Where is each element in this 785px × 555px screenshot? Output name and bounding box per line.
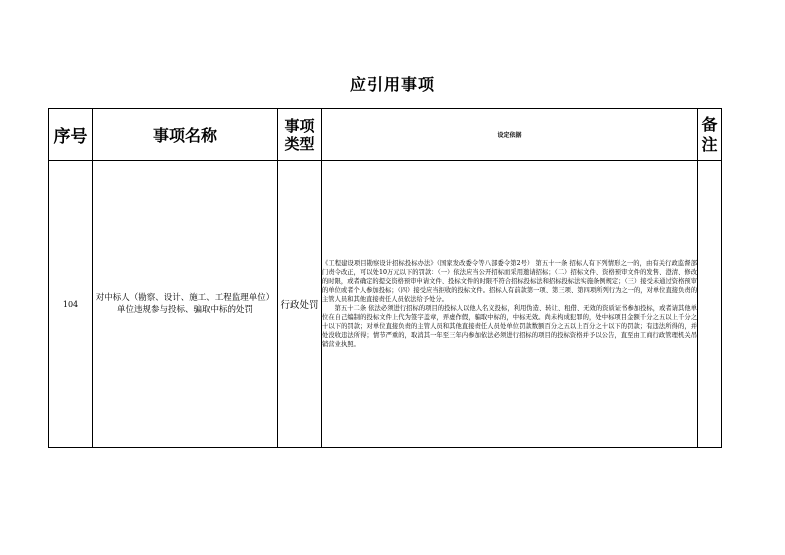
header-item-type: [278, 109, 322, 161]
row-item-name: 对中标人（勘察、设计、施工、工程监理单位）单位违规参与投标、骗取中标的处罚: [93, 161, 278, 448]
header-item-type-line1: 事项: [284, 116, 315, 135]
legal-basis-paragraph-1: 《工程建设项目勘察设计招标投标办法》（国家发改委令等八部委令第2号） 第五十一条 招标人有下列情形之一的，由有关行政监督部门责令改正，可以处10万元以下的罚款：（一）依法应当公开招标而采用邀请招标；（二）招标文件、资格预审文件的发售、澄清、修改的时限，或者确定的提交资格预审申请文件、投标文件的时限不符合招标投标法和招标投标法实施条例规定；（三）接受未通过资格预审的单位或者个人参加投标；（四）接受应当拒收的投标文件。招标人有前款第一项、第三项、第四项所列行为之一的，对单位直接负责的主管人员和其他直接责任人员依法给予处分。: [322, 260, 697, 303]
header-remark: [698, 109, 722, 161]
row-remark: [698, 161, 722, 448]
table-header-row: [49, 109, 722, 161]
header-remark-line2: 注: [701, 134, 718, 154]
table-row: [49, 161, 722, 448]
header-item-name: 事项名称: [93, 109, 278, 161]
header-remark-line1: 备: [701, 114, 718, 134]
row-item-type: 行政处罚: [278, 161, 322, 448]
legal-basis-paragraph-2: 第五十二条 依法必须进行招标的项目的投标人以他人名义投标，利用伪造、转让、租借、无效的资质证书参加投标，或者请其他单位在自己编制的投标文件上代为签字盖章，弄虚作假，骗取中标的，中标无效。尚未构成犯罪的，处中标项目金额千分之五以上千分之十以下的罚款；对单位直接负责的主管人员和其他直接责任人员处单位罚款数额百分之五以上百分之十以下的罚款；有违法所得的，并处没收违法所得；情节严重的，取消其一年至三年内参加依法必须进行招标的项目的投标资格并予以公告，直至由工商行政管理机关吊销营业执照。: [322, 305, 697, 348]
row-legal-basis: [322, 161, 698, 448]
page-title: 应引用事项: [349, 75, 435, 94]
header-legal-basis: 设定依据: [322, 109, 698, 161]
items-table: [48, 108, 722, 448]
header-item-type-line2: 类型: [284, 134, 315, 153]
row-seq: 104: [49, 161, 93, 448]
header-seq: 序号: [49, 109, 93, 161]
